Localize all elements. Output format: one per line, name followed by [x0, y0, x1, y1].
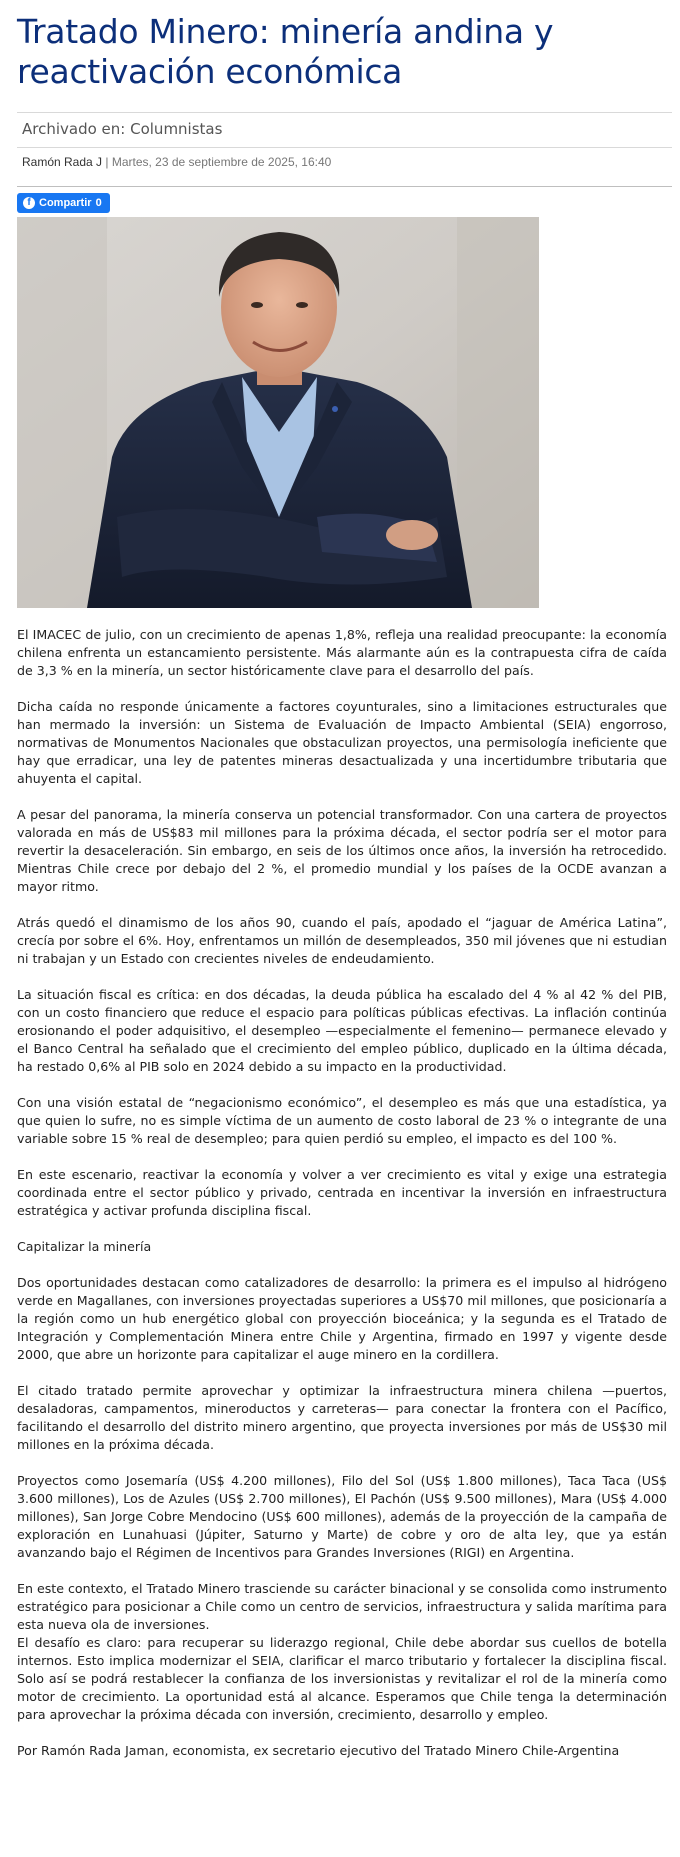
article-subheading: Capitalizar la minería: [17, 1239, 152, 1254]
article-paragraph: Dos oportunidades destacan como catalizadores de desarrollo: la primera es el impulso al hidrógeno verde en Magallanes, con inversiones proyectadas superiores a US$70 mil millones, que posicionaría a la región como un hub energético global con proyección bioceánica; y la segunda es el Tratado de Integración y Complementación Minera entre Chile y Argentina, firmado en 1997 y vigente desde 2000, que abre un horizonte para capitalizar el auge minero en la cordillera.: [17, 1275, 667, 1362]
article-paragraph: Proyectos como Josemaría (US$ 4.200 millones), Filo del Sol (US$ 1.800 millones), Taca Taca (US$ 3.600 millones), Los de Azules (US$ 2.700 millones), El Pachón (US$ 9.500 millones), Mara (US$ 4.000 millones), San Jorge Cobre Mendocino (US$ 600 millones), además de la proyección de la campaña de exploración en Lunahuasi (Júpiter, Saturno y Marte) de cobre y oro de alta ley, que ya están avanzando bajo el Régimen de Incentivos para Grandes Inversiones (RIGI) en Argentina.: [17, 1473, 667, 1560]
article-paragraph: En este escenario, reactivar la economía y volver a ver crecimiento es vital y exige una estrategia coordinada entre el sector público y privado, centrada en incentivar la inversión en infraestructura estratégica y activar profunda disciplina fiscal.: [17, 1167, 667, 1218]
article-meta: [17, 148, 672, 182]
article-paragraph: Dicha caída no responde únicamente a factores coyunturales, sino a limitaciones estructurales que han mermado la inversión: un Sistema de Evaluación de Impacto Ambiental (SEIA) engorroso, normativas de Monumentos Nacionales que obstaculizan proyectos, una permisología ineficiente que hay que erradicar, una ley de patentes mineras desactualizada y una incertidumbre tributaria que ahuyenta el capital.: [17, 699, 667, 786]
article-paragraph: A pesar del panorama, la minería conserva un potencial transformador. Con una cartera de proyectos valorada en más de US$83 mil millones para la próxima década, el sector podría ser el motor para revertir la desaceleración. Sin embargo, en seis de los últimos once años, la inversión ha retrocedido. Mientras Chile crece por debajo del 2 %, el promedio mundial y los países de la OCDE avanzan a mayor ritmo.: [17, 807, 667, 894]
article-body: [17, 626, 667, 1760]
author-signature: Por Ramón Rada Jaman, economista, ex secretario ejecutivo del Tratado Minero Chile-Argentina: [17, 1743, 620, 1758]
author-name[interactable]: Ramón Rada J: [22, 155, 103, 169]
article-paragraph: En este contexto, el Tratado Minero trasciende su carácter binacional y se consolida como instrumento estratégico para posicionar a Chile como un centro de servicios, infraestructura y salida marítima para esta nueva ola de inversiones.: [17, 1581, 667, 1632]
divider: [17, 186, 672, 187]
article-paragraph: El citado tratado permite aprovechar y optimizar la infraestructura minera chilena —puertos, desaladoras, campamentos, mineroductos y carreteras— para conectar la frontera con el Pacífico, facilitando el desarrollo del distrito minero argentino, que proyecta inversiones por más de US$30 mil millones en la próxima década.: [17, 1383, 667, 1452]
share-count: 0: [95, 197, 102, 209]
facebook-icon: f: [23, 197, 35, 209]
article-paragraph: El IMACEC de julio, con un crecimiento de apenas 1,8%, refleja una realidad preocupante: la economía chilena enfrenta un estancamiento persistente. Más alarmante aún es la contrapuesta cifra de caída de 3,3 % en la minería, un sector históricamente clave para el desarrollo del país.: [17, 627, 667, 678]
article-paragraph: El desafío es claro: para recuperar su liderazgo regional, Chile debe abordar sus cuellos de botella internos. Esto implica modernizar el SEIA, clarificar el marco tributario y fortalecer la disciplina fiscal. Solo así se podrá restablecer la confianza de los inversionistas y revitalizar el rol de la minería como motor de crecimiento. La oportunidad está al alcance. Esperamos que Chile tenga la determinación para aprovechar la próxima década con inversión, crecimiento, desarrollo y empleo.: [17, 1635, 667, 1722]
article-paragraph: Atrás quedó el dinamismo de los años 90, cuando el país, apodado el “jaguar de América Latina”, crecía por sobre el 6%. Hoy, enfrentamos un millón de desempleados, 350 mil jóvenes que ni estudian ni trabajan y un Estado con crecientes niveles de endeudamiento.: [17, 915, 667, 966]
publish-date: | Martes, 23 de septiembre de 2025, 16:40: [105, 155, 332, 169]
article-page: [17, 0, 672, 1778]
author-photo: [17, 217, 539, 608]
share-label: Compartir: [39, 197, 92, 209]
article-paragraph: La situación fiscal es crítica: en dos décadas, la deuda pública ha escalado del 4 % al 42 % del PIB, con un costo financiero que reduce el espacio para políticas públicas efectivas. La inflación continúa erosionando el poder adquisitivo, el desempleo —especialmente el femenino— permanece elevado y el Banco Central ha señalado que el crecimiento del empleo público, duplicado en la última década, ha restado 0,6% al PIB solo en 2024 debido a su impacto en la productividad.: [17, 987, 667, 1074]
archive-section: [17, 112, 672, 148]
article-paragraph: Con una visión estatal de “negacionismo económico”, el desempleo es más que una estadística, ya que quien lo sufre, no es simple víctima de un aumento de costo laboral de 23 % o integrante de una variable sobre 15 % real de desempleo; para quien perdió su empleo, el impacto es del 100 %.: [17, 1095, 667, 1146]
archive-label[interactable]: Archivado en: Columnistas: [22, 120, 223, 138]
article-title: Tratado Minero: minería andina y reactivación económica: [17, 12, 554, 91]
facebook-share-button[interactable]: [17, 193, 110, 213]
